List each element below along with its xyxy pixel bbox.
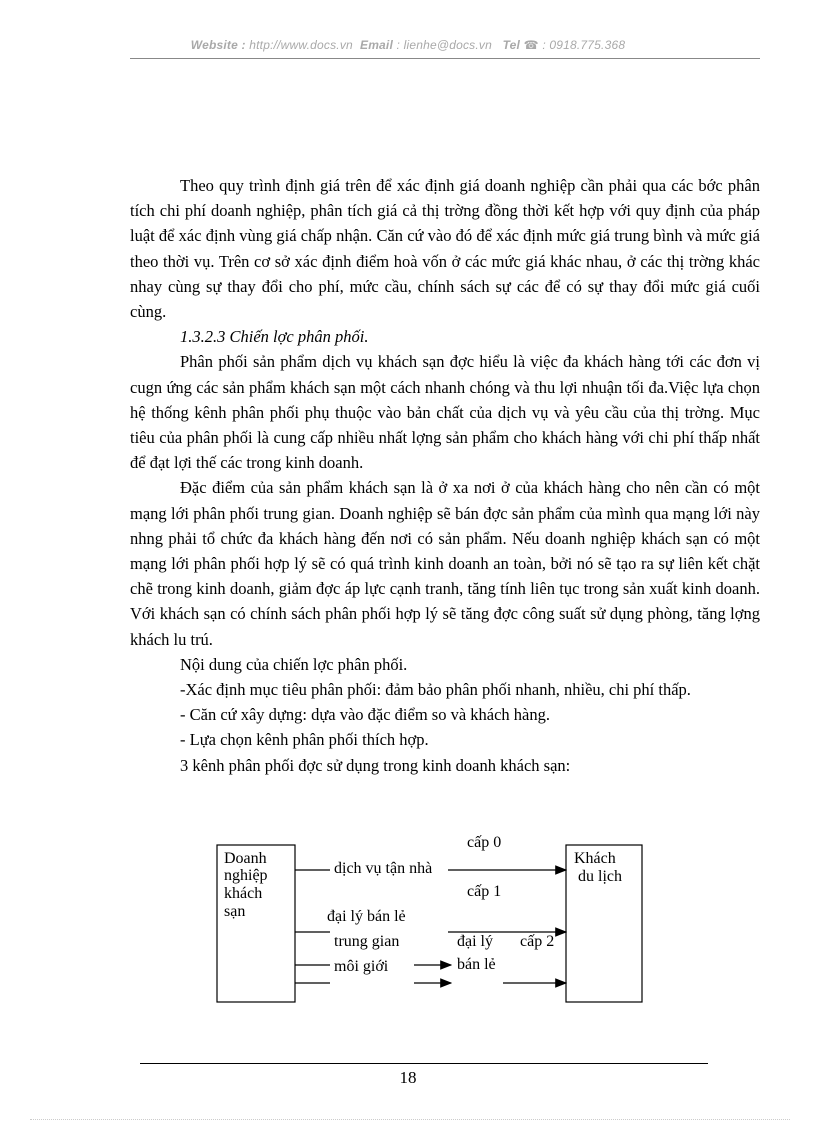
paragraph-distribution: Phân phối sản phẩm dịch vụ khách sạn đợc hiểu là việc đa khách hàng tới các đơn vị cugn ứng các sản phẩm khách sạn một cách nhanh chóng và thu lợi nhuận tối đa.Việc lựa chọn hệ thống kênh phân phối phụ thuộc vào bản chất của dịch vụ và yêu cầu của thị trờng. Mục tiêu của phân phối là cung cấp nhiều nhất lợng sản phẩm cho khách hàng với chi phí thấp nhất để đạt lợi thế các trong kinh doanh. <box>130 352 760 473</box>
page-edge-dots <box>30 1119 790 1120</box>
enterprise-label-4: sạn <box>224 903 246 920</box>
email-label: Email <box>359 38 393 52</box>
phone-icon: ☎ <box>523 38 539 52</box>
page-header <box>0 38 816 52</box>
enterprise-label-3: khách <box>224 885 263 902</box>
paragraph-features: Đặc điểm của sản phẩm khách sạn là ở xa nơi ở của khách hàng cho nên cần có một mạng lới phân phối trung gian. Doanh nghiệp sẽ bán đợc sản phẩm của mình qua mạng lới này nhng phải tổ chức đa khách hàng đến nơi có sản phẩm. Nếu doanh nghiệp khách sạn có một mạng lới phân phối hợp lý sẽ có quá trình kinh doanh an toàn, bởi nó sẽ tạo ra sự liên kết chặt chẽ trong kinh doanh, giảm đợc áp lực cạnh tranh, tăng tính liên tục trong sản xuất kinh doanh. Với khách sạn có chính sách phân phối hợp lý sẽ tăng đợc công suất sử dụng phòng, tăng lợng khách lu trú. <box>130 478 760 649</box>
paragraph-channels-intro: 3 kênh phân phối đợc sử dụng trong kinh doanh khách sạn: <box>180 755 571 775</box>
broker-label: môi giới <box>334 958 389 975</box>
paragraph-pricing: Theo quy trình định giá trên để xác định giá doanh nghiệp cần phải qua các bớc phân tích chi phí doanh nghiệp, phân tích giá cả thị trờng đồng thời kết hợp với quy định của pháp luật để xác định vùng giá chấp nhận. Căn cứ vào đó để xác định mức giá trung bình và mức giá theo thời vụ. Trên cơ sở xác định điểm hoà vốn ở các mức giá khác nhau, ở các thị trờng khác nhay cùng sự thay đổi cho phí, mức cầu, chính sách sự các để có sự thay đổi mức giá cuối cùng. <box>130 176 760 322</box>
retail-agent-label: đại lý bán lẻ <box>327 908 406 925</box>
tourist-label-2: du lịch <box>578 868 622 885</box>
enterprise-label-2: nghiệp <box>224 867 268 884</box>
level-1-label: cấp 1 <box>467 883 502 900</box>
tel-value: : 0918.775.368 <box>538 38 626 52</box>
header-divider <box>130 58 760 59</box>
list-item-goal: -Xác định mục tiêu phân phối: đảm bảo phân phối nhanh, nhiều, chi phí thấp. <box>180 680 691 700</box>
page-number: 18 <box>399 1068 417 1087</box>
agent-2-label-2: bán lẻ <box>457 956 496 973</box>
tel-label: Tel <box>502 38 521 52</box>
paragraph-content: Nội dung của chiến lợc phân phối. <box>180 654 408 674</box>
home-service-label: dịch vụ tận nhà <box>334 860 433 877</box>
tourist-label-1: Khách <box>574 850 616 867</box>
website-label: Website : <box>190 38 246 52</box>
list-item-basis: - Căn cứ xây dựng: dựa vào đặc điểm so và khách hàng. <box>180 705 551 725</box>
footer-divider <box>140 1063 708 1064</box>
agent-2-label-1: đại lý <box>457 933 493 950</box>
document-body <box>130 173 760 778</box>
section-heading: 1.3.2.3 Chiến lợc phân phối. <box>180 327 369 347</box>
level-0-label: cấp 0 <box>467 834 502 851</box>
website-url[interactable]: http://www.docs.vn <box>245 38 353 52</box>
enterprise-label-1: Doanh <box>224 850 267 867</box>
list-item-choose: - Lựa chọn kênh phân phối thích hợp. <box>180 730 429 750</box>
intermediary-label: trung gian <box>334 933 400 950</box>
level-2-label: cấp 2 <box>520 933 555 950</box>
email-value[interactable]: : lienhe@docs.vn <box>393 38 492 52</box>
